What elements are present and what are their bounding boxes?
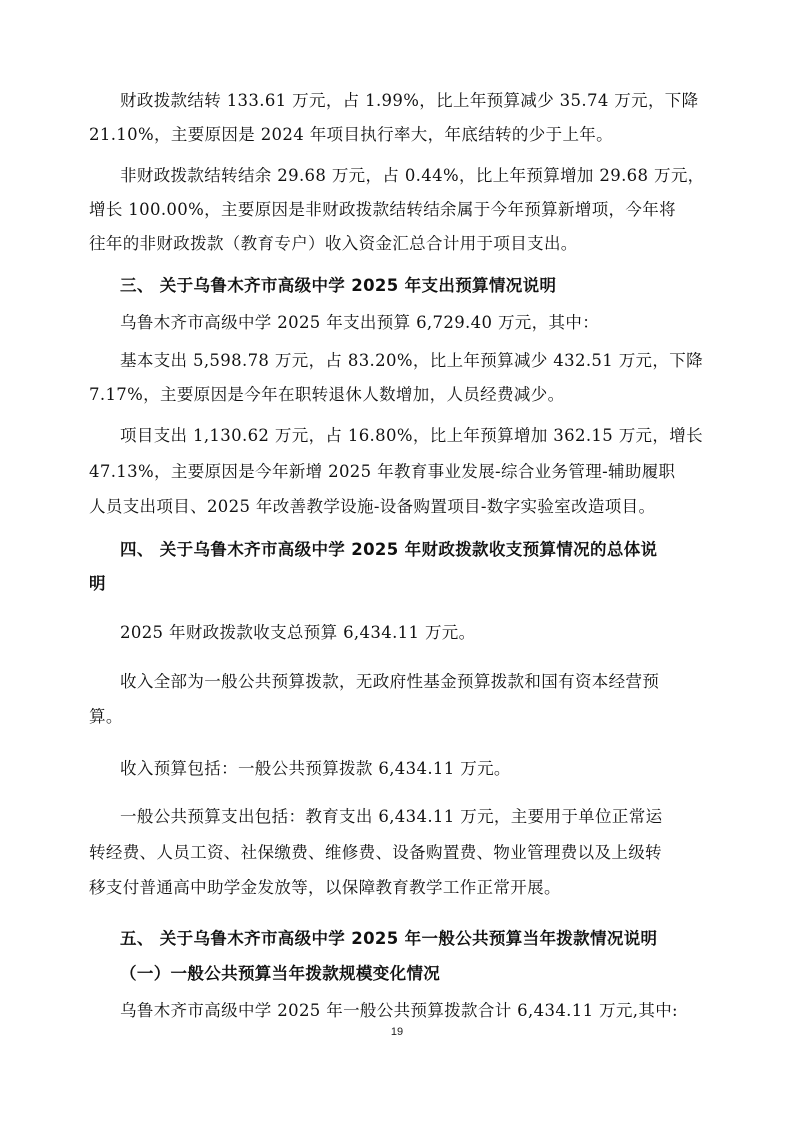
paragraph-line: 财政拨款结转 133.61 万元，占 1.99%，比上年预算减少 35.74 万元，下降 <box>120 91 699 110</box>
section-heading-4: 四、 关于乌鲁木齐市高级中学 2025 年财政拨款收支预算情况的总体说 <box>120 540 658 559</box>
paragraph-line: 基本支出 5,598.78 万元，占 83.20%，比上年预算减少 432.51 万元，下降 <box>120 351 703 370</box>
page-number: 19 <box>390 1026 404 1038</box>
paragraph-line: 乌鲁木齐市高级中学 2025 年支出预算 6,729.40 万元，其中： <box>120 313 600 332</box>
paragraph-line: 增长 100.00%，主要原因是非财政拨款结转结余属于今年预算新增项，今年将 <box>89 200 676 219</box>
paragraph-line: 2025 年财政拨款收支总预算 6,434.11 万元。 <box>120 623 476 642</box>
paragraph-line: 收入全部为一般公共预算拨款，无政府性基金预算拨款和国有资本经营预 <box>120 672 660 691</box>
paragraph-line: 项目支出 1,130.62 万元，占 16.80%，比上年预算增加 362.15 万元，增长 <box>120 426 703 445</box>
paragraph-line: 往年的非财政拨款（教育专户）收入资金汇总合计用于项目支出。 <box>89 234 578 253</box>
paragraph-line: 转经费、人员工资、社保缴费、维修费、设备购置费、物业管理费以及上级转 <box>89 843 662 862</box>
paragraph-line: 收入预算包括：一般公共预算拨款 6,434.11 万元。 <box>120 759 511 778</box>
paragraph-line: 一般公共预算支出包括：教育支出 6,434.11 万元，主要用于单位正常运 <box>120 807 663 826</box>
paragraph-line: 非财政拨款结转结余 29.68 万元，占 0.44%，比上年预算增加 29.68 万元， <box>120 166 705 185</box>
paragraph-line: 算。 <box>89 707 123 726</box>
paragraph-line: 7.17%，主要原因是今年在职转退休人数增加，人员经费减少。 <box>89 385 565 404</box>
section-heading-4-cont: 明 <box>89 574 106 593</box>
section-heading-5: 五、 关于乌鲁木齐市高级中学 2025 年一般公共预算当年拨款情况说明 <box>120 929 658 948</box>
paragraph-line: 乌鲁木齐市高级中学 2025 年一般公共预算拨款合计 6,434.11 万元,其中: <box>120 1001 678 1020</box>
paragraph-line: 人员支出项目、2025 年改善教学设施-设备购置项目-数字实验室改造项目。 <box>89 497 656 516</box>
paragraph-line: 移支付普通高中助学金发放等，以保障教育教学工作正常开展。 <box>89 878 561 897</box>
paragraph-line: 47.13%，主要原因是今年新增 2025 年教育事业发展-综合业务管理-辅助履职 <box>89 462 676 481</box>
subsection-heading: （一）一般公共预算当年拨款规模变化情况 <box>120 964 441 983</box>
section-heading-3: 三、 关于乌鲁木齐市高级中学 2025 年支出预算情况说明 <box>120 276 557 295</box>
paragraph-line: 21.10%，主要原因是 2024 年项目执行率大，年底结转的少于上年。 <box>89 125 613 144</box>
